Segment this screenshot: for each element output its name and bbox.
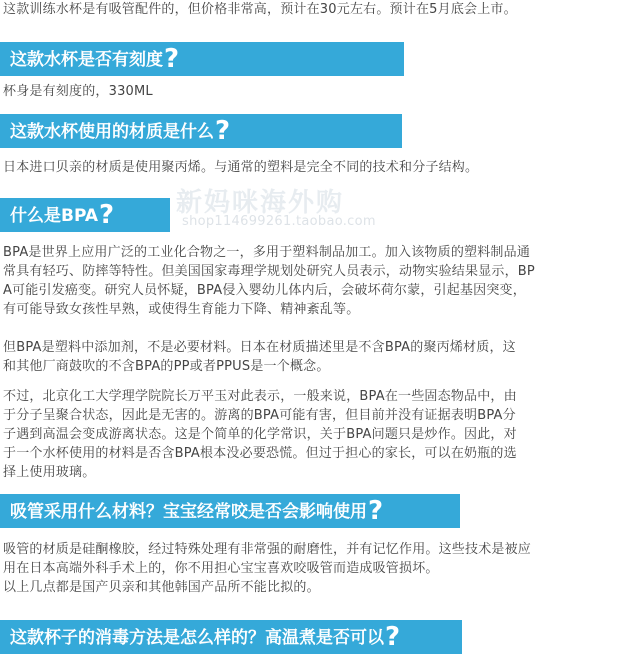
heading-straw-text: 吸管采用什么材料？宝宝经常咬是否会影响使用 [10, 502, 367, 522]
heading-bpa-text: 什么是BPA [10, 206, 99, 226]
heading-material-text: 这款水杯使用的材质是什么 [10, 122, 214, 142]
watermark-shop-name: 新妈咪海外购 [176, 188, 345, 218]
heading-bar-sterilize [0, 620, 462, 654]
bpa-paragraph-3: 不过，北京化工大学理学院院长万平玉对此表示，一般来说，BPA在一些固态物品中，由 于分子呈聚合状态，因此是无害的。游离的BPA可能有害，但目前并没有证据表明BPA分 子遇到高温会变成游离状态。这是个简单的化学常识，关于BPA问题只是炒作。因此，对 于一个水杯使用的材料是否含BPA根本没必要恐慌。但过于担心的家长，可以在奶瓶的选 择上使用玻璃。 [3, 389, 517, 480]
heading-bar-straw [0, 494, 460, 528]
heading-sterilize-text: 这款杯子的消毒方法是怎么样的？高温煮是否可以 [10, 628, 384, 648]
heading-bar-bpa [0, 198, 170, 232]
bpa-paragraph-1: BPA是世界上应用广泛的工业化合物之一，多用于塑料制品加工。加入该物质的塑料制品通 常具有轻巧、防摔等特性。但美国国家毒理学规划处研究人员表示，动物实验结果显示，BP A可能引发癌变。研究人员怀疑，BPA侵入婴幼儿体内后，会破坏荷尔蒙，引起基因突变， 有可能导致女孩性早熟，或使得生育能力下降、精神紊乱等。 [3, 245, 535, 317]
watermark-url: shop114699261.taobao.com [182, 214, 376, 229]
answer-material: 日本进口贝亲的材质是使用聚丙烯。与通常的塑料是完全不同的技术和分子结构。 [3, 160, 479, 175]
heading-scale-text: 这款水杯是否有刻度 [10, 50, 163, 70]
question-mark-icon: ? [99, 200, 115, 230]
question-mark-icon: ? [385, 622, 401, 652]
heading-bar-scale [0, 42, 404, 76]
shop-watermark [176, 182, 426, 244]
intro-text: 这款训练水杯是有吸管配件的，但价格非常高，预计在30元左右。预计在5月底会上市。 [3, 2, 517, 17]
heading-bar-material [0, 114, 402, 148]
question-mark-icon: ? [368, 496, 384, 526]
question-mark-icon: ? [215, 116, 231, 146]
question-mark-icon: ? [164, 44, 180, 74]
answer-scale: 杯身是有刻度的，330ML [3, 84, 153, 99]
answer-straw: 吸管的材质是硅酮橡胶，经过特殊处理有非常强的耐磨性，并有记忆作用。这些技术是被应 用在日本高端外科手术上的，你不用担心宝宝喜欢咬吸管而造成吸管损坏。 以上几点都是国产贝亲和其他韩国产品所不能比拟的。 [3, 542, 532, 595]
bpa-paragraph-2: 但BPA是塑料中添加剂，不是必要材料。日本在材质描述里是不含BPA的聚丙烯材质，这 和其他厂商鼓吹的不含BPA的PP或者PPUS是一个概念。 [3, 340, 516, 374]
